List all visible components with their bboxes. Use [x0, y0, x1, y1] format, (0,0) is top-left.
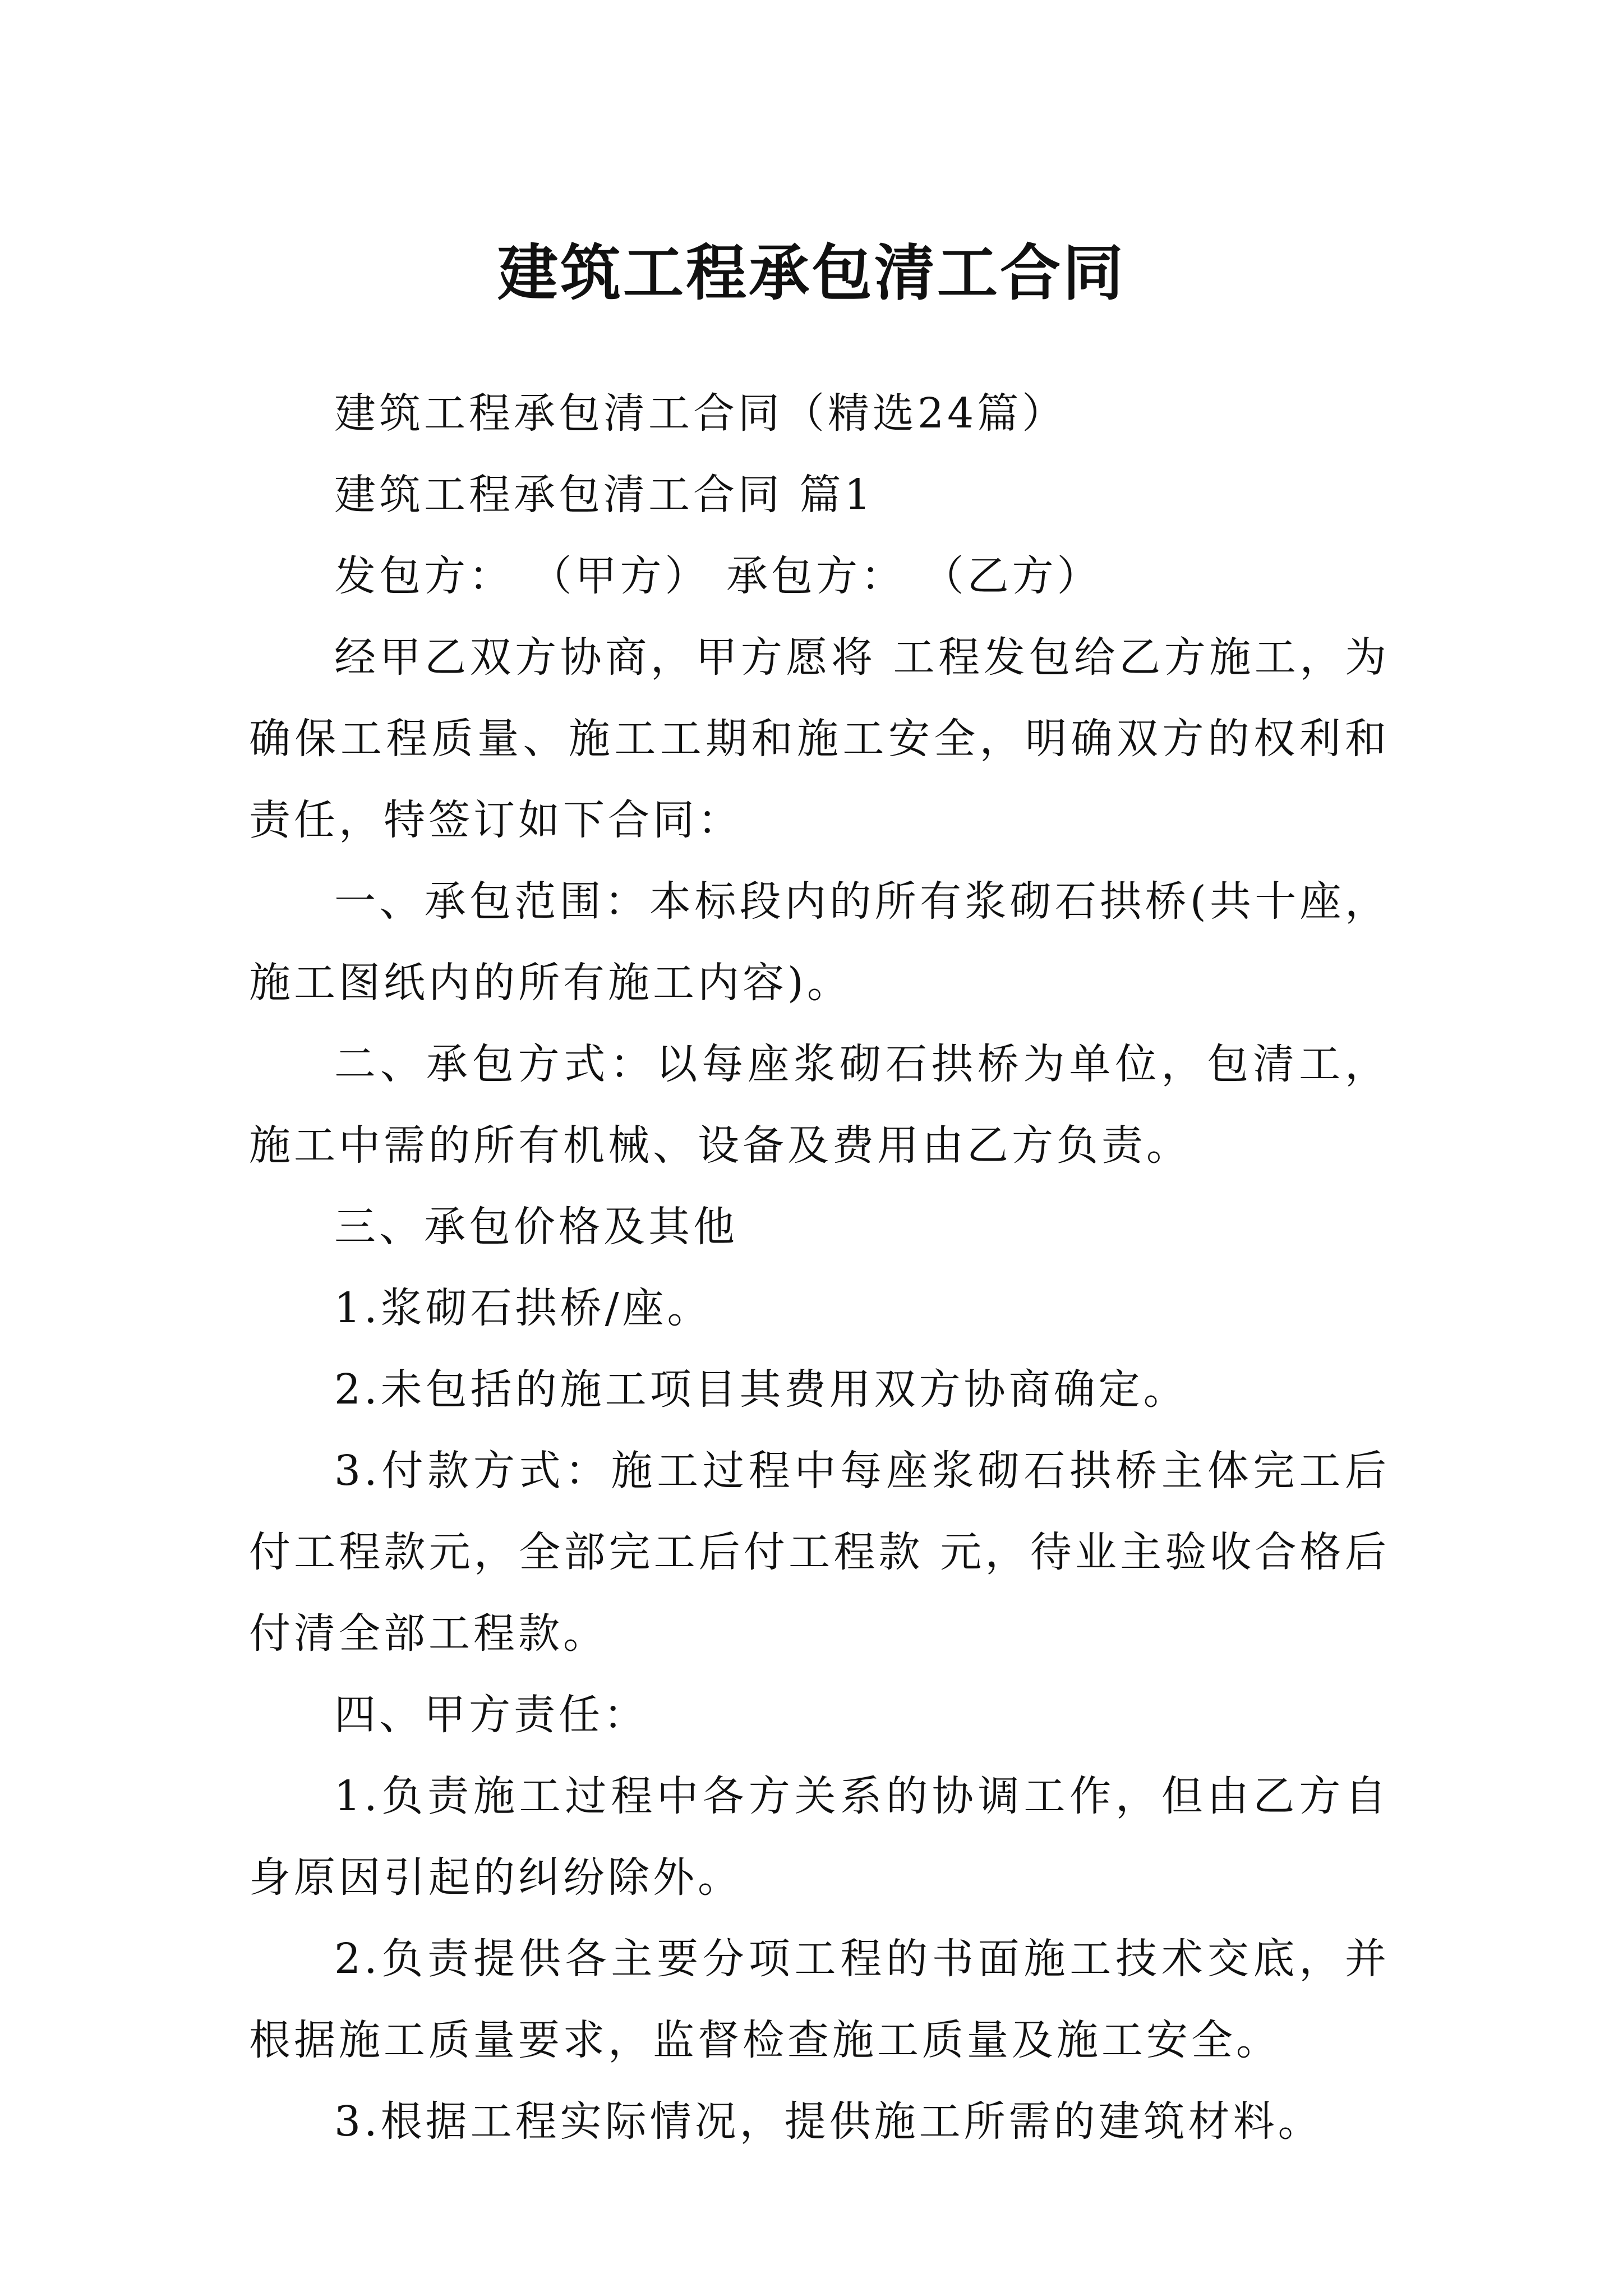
paragraph-party-a-item-1: 1.负责施工过程中各方关系的协调工作，但由乙方自身原因引起的纠纷除外。	[249, 1772, 1390, 1902]
paragraph-price-item-1: 1.浆砌石拱桥/座。	[334, 1284, 712, 1332]
paragraph-price-heading: 三、承包价格及其他	[334, 1203, 738, 1251]
document-title: 建筑工程承包清工合同	[497, 238, 1126, 309]
paragraph-payment: 3.付款方式：施工过程中每座浆砌石拱桥主体完工后付工程款元，全部完工后付工程款 元，待业主验收合格后付清全部工程款。	[249, 1447, 1390, 1658]
paragraph-party-a-heading: 四、甲方责任：	[334, 1691, 648, 1739]
paragraph-party-a-item-2: 2.负责提供各主要分项工程的书面施工技术交底，并根据施工质量要求，监督检查施工质量及施工安全。	[249, 1935, 1390, 2064]
paragraph-subtitle: 建筑工程承包清工合同（精选24篇）	[334, 389, 1067, 438]
paragraph-section-heading: 建筑工程承包清工合同 篇1	[334, 471, 874, 519]
paragraph-parties: 发包方： （甲方） 承包方： （乙方）	[334, 552, 1102, 600]
paragraph-price-item-2: 2.未包括的施工项目其费用双方协商确定。	[334, 1365, 1188, 1414]
document-body	[249, 373, 1390, 2162]
paragraph-party-a-item-3: 3.根据工程实际情况，提供施工所需的建筑材料。	[334, 2097, 1323, 2146]
paragraph-method: 二、承包方式：以每座浆砌石拱桥为单位，包清工，施工中需的所有机械、设备及费用由乙方负责。	[249, 1040, 1390, 1170]
paragraph-scope: 一、承包范围：本标段内的所有浆砌石拱桥(共十座，施工图纸内的所有施工内容)。	[249, 877, 1390, 1007]
paragraph-preamble: 经甲乙双方协商，甲方愿将 工程发包给乙方施工，为确保工程质量、施工工期和施工安全，明确双方的权利和责任，特签订如下合同：	[249, 633, 1390, 844]
